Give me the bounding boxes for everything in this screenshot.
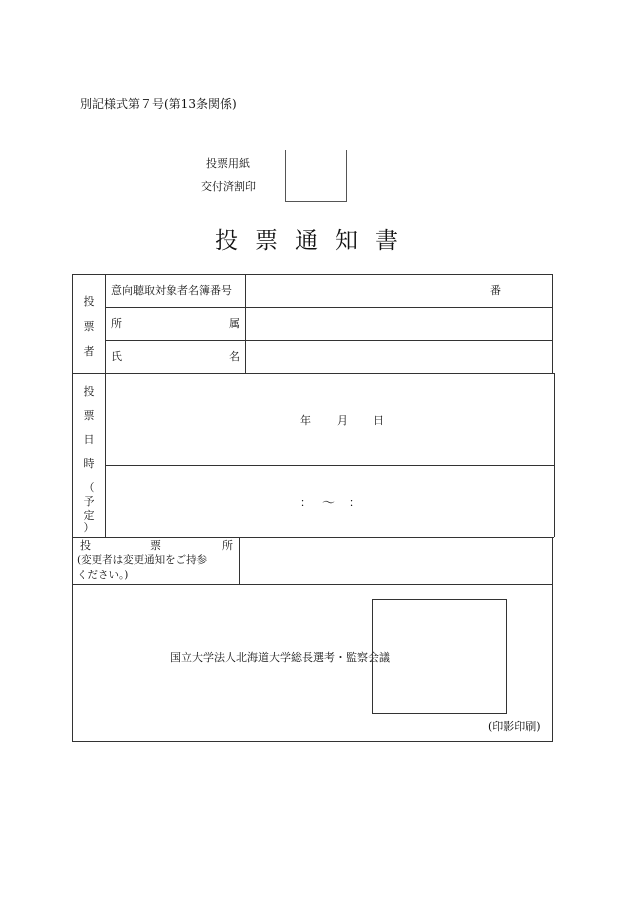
- document-title: 投票通知書: [215, 228, 415, 254]
- place-label-char3: 所: [222, 539, 233, 552]
- stamp-label-line2: 交付済割印: [201, 180, 256, 193]
- affiliation-label-right: 属: [229, 317, 240, 330]
- date-day: 日: [373, 414, 384, 427]
- date-year: 年: [300, 414, 311, 427]
- place-note-line1: (変更者は変更通知をご持参: [77, 554, 208, 566]
- affiliation-label-left: 所: [111, 317, 122, 330]
- date-month: 月: [337, 414, 348, 427]
- place-label-char1: 投: [80, 539, 91, 552]
- roster-number-suffix: 番: [490, 284, 501, 297]
- issuer-name: 国立大学法人北海道大学総長選考・監察会議: [170, 651, 390, 664]
- voter-side-label: 投 票 者: [83, 295, 95, 358]
- time-tilde: ～: [322, 496, 336, 511]
- name-label-right: 名: [229, 350, 240, 363]
- form-reference: 別記様式第７号(第13条関係): [80, 97, 237, 111]
- official-seal-box: [372, 599, 507, 714]
- roster-number-label: 意向聴取対象者名簿番号: [111, 284, 232, 297]
- place-label-char2: 票: [150, 539, 161, 552]
- stamp-box: [285, 150, 347, 202]
- datetime-side-label: 投 票 日 時 （ 予 定 ）: [83, 385, 95, 534]
- place-note-line2: ください。): [77, 569, 129, 581]
- time-colon-end: ：: [349, 496, 360, 509]
- seal-note: (印影印刷): [488, 720, 541, 733]
- time-colon-start: ：: [300, 496, 311, 509]
- name-label-left: 氏: [111, 350, 122, 363]
- stamp-label-line1: 投票用紙: [206, 157, 250, 170]
